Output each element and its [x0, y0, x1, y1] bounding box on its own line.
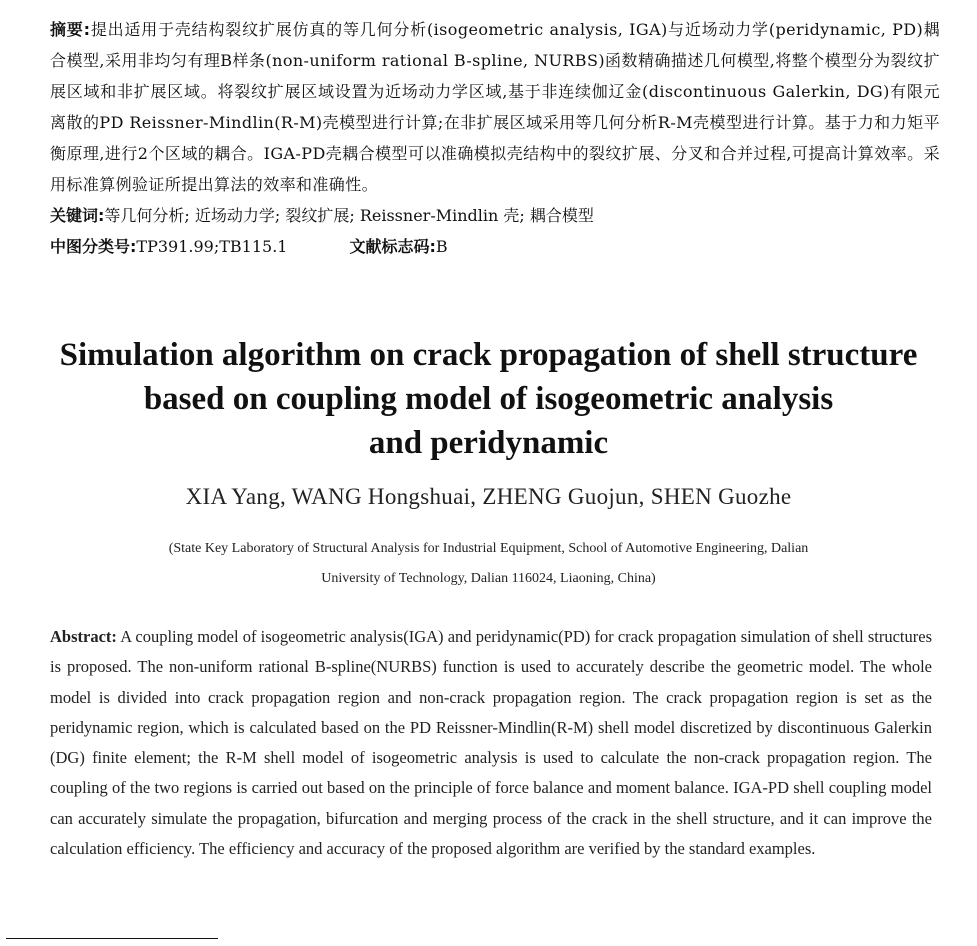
- english-abstract-label: Abstract:: [50, 627, 117, 646]
- doc-code-value: B: [435, 237, 448, 256]
- doc-code-label: 文献标志码:: [349, 237, 436, 256]
- affiliation-line: University of Technology, Dalian 116024, Liaoning, China): [321, 571, 656, 586]
- chinese-keywords-label: 关键词:: [50, 206, 105, 225]
- clc-label: 中图分类号:: [50, 237, 137, 256]
- paper-title-line: based on coupling model of isogeometric analysis: [143, 381, 834, 417]
- classification-line: [50, 231, 940, 262]
- chinese-abstract-label: 摘要:: [50, 20, 91, 39]
- footnote-rule: [6, 938, 218, 939]
- english-abstract-text: A coupling model of isogeometric analysis(IGA) and peridynamic(PD) for crack propagation simulation of shell structures is proposed. The non-uniform rational B-spline(NURBS) function is used to accurately describe the geometric model. The whole model is divided into crack propagation region and non-crack propagation region. The crack propagation region is set as the peridynamic region, which is calculated based on the PD Reissner-Mindlin(R-M) shell model discretized by discontinuous Galerkin (DG) finite element; the R-M shell model of isogeometric analysis is used to calculate the non-crack propagation region. The coupling of the two regions is carried out based on the principle of force balance and moment balance. IGA-PD shell coupling model can accurately simulate the propagation, bifurcation and merging process of the crack in the shell structure, and it can improve the calculation efficiency. The efficiency and accuracy of the proposed algorithm are verified by the standard examples.: [50, 627, 932, 859]
- paper-title: [0, 333, 977, 465]
- chinese-abstract-text: 提出适用于壳结构裂纹扩展仿真的等几何分析(isogeometric analysis, IGA)与近场动力学(peridynamic, PD)耦合模型,采用非均匀有理B样条(non-uniform rational B-spline, NURBS)函数精确描述几何模型,将整个模型分为裂纹扩展区域和非扩展区域。将裂纹扩展区域设置为近场动力学区域,基于非连续伽辽金(discontinuous Galerkin, DG)有限元离散的PD Reissner-Mindlin(R-M)壳模型进行计算;在非扩展区域采用等几何分析R-M壳模型进行计算。基于力和力矩平衡原理,进行2个区域的耦合。IGA-PD壳耦合模型可以准确模拟壳结构中的裂纹扩展、分叉和合并过程,可提高计算效率。采用标准算例验证所提出算法的效率和准确性。: [50, 20, 940, 194]
- chinese-abstract-section: [50, 14, 940, 262]
- author-list: XIA Yang, WANG Hongshuai, ZHENG Guojun, SHEN Guozhe: [185, 484, 792, 509]
- chinese-keywords-text: 等几何分析; 近场动力学; 裂纹扩展; Reissner-Mindlin 壳; 耦合模型: [104, 206, 594, 225]
- affiliation: [0, 534, 977, 594]
- clc-value: TP391.99;TB115.1: [136, 237, 288, 256]
- chinese-keywords: [50, 200, 940, 231]
- chinese-abstract: [50, 14, 940, 200]
- paper-title-line: Simulation algorithm on crack propagation of shell structure: [59, 337, 918, 373]
- affiliation-line: (State Key Laboratory of Structural Analysis for Industrial Equipment, School of Automotive Engineering, Dalian: [168, 541, 809, 556]
- paper-title-line: and peridynamic: [368, 425, 609, 461]
- english-abstract: [50, 622, 932, 864]
